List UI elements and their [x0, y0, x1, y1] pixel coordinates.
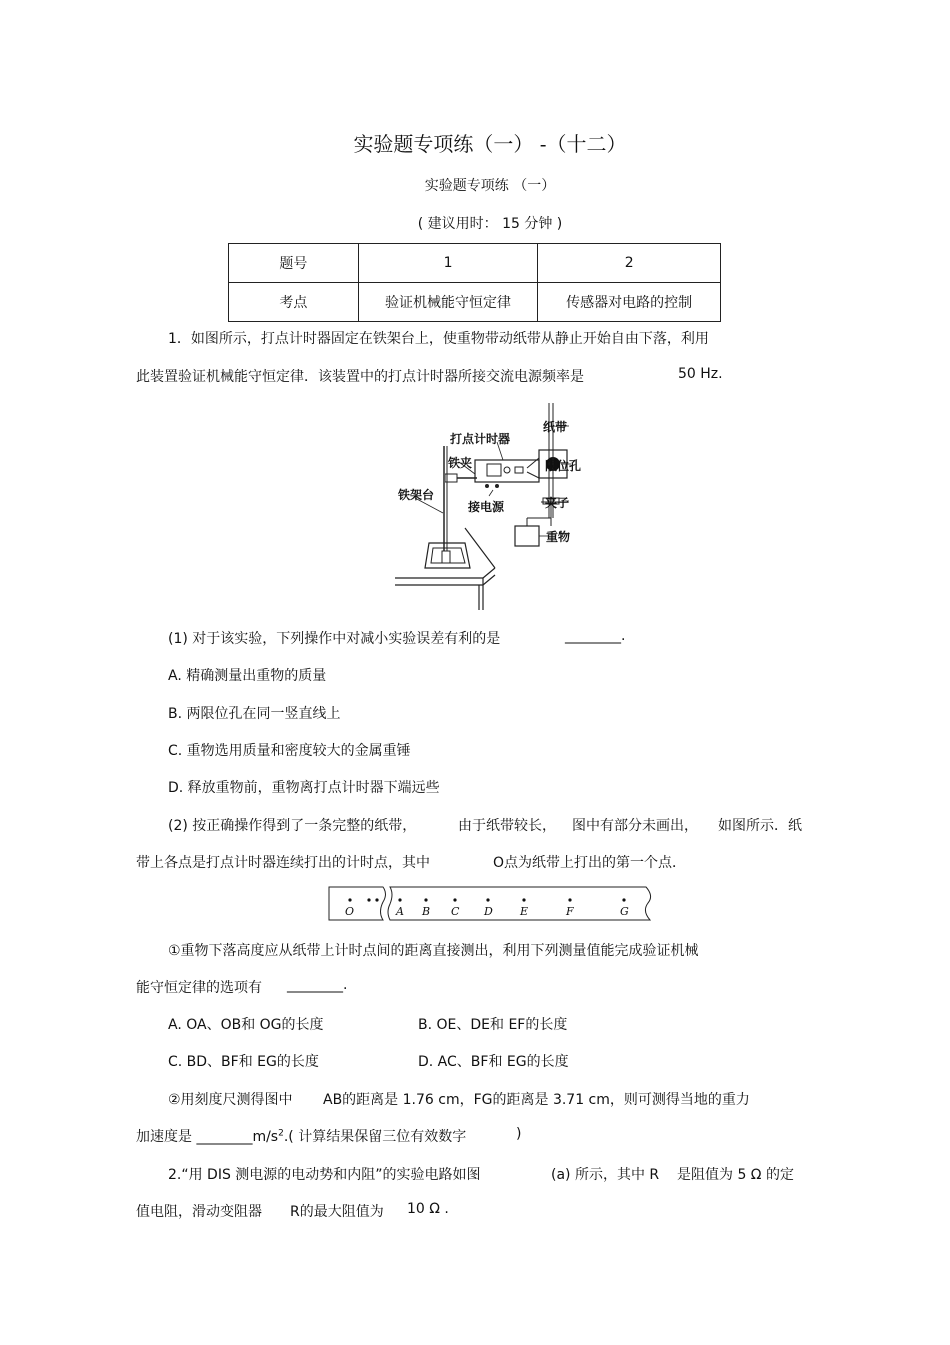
- label-weight: 重物: [546, 530, 571, 544]
- label-power: 接电源: [468, 500, 505, 514]
- q1-sub2-line1a: (2) 按正确操作得到了一条完整的纸带，: [168, 818, 417, 834]
- part2-line2c: ): [516, 1126, 522, 1142]
- part2-line2: [136, 1126, 466, 1146]
- q1-frequency: 50 Hz.: [678, 366, 723, 382]
- option-d: D. 释放重物前，重物离打点计时器下端远些: [168, 780, 440, 796]
- option-a: A. 精确测量出重物的质量: [168, 668, 327, 684]
- unit-exponent: 2: [278, 1128, 284, 1139]
- tape-point-label: C: [451, 905, 460, 918]
- table-row: [229, 283, 721, 322]
- tape-point-label: E: [520, 905, 529, 918]
- part1-line2: 能守恒定律的选项有: [136, 980, 262, 996]
- table-cell: 1: [358, 244, 538, 283]
- tape-point-label: D: [484, 905, 493, 918]
- label-stand: 铁架台: [398, 488, 435, 502]
- tape-point-label: B: [422, 905, 431, 918]
- part1-option-d: D. AC、BF和 EG的长度: [418, 1054, 569, 1070]
- table-cell: 题号: [229, 244, 359, 283]
- q2-line2a: 值电阻，滑动变阻器: [136, 1204, 262, 1220]
- part1-option-c: C. BD、BF和 EG的长度: [168, 1054, 319, 1070]
- q1-intro-line1: 1．如图所示，打点计时器固定在铁架台上，使重物带动纸带从静止开始自由下落，利用: [168, 331, 709, 347]
- paper-tape-figure: [328, 886, 658, 922]
- table-cell: 考点: [229, 283, 359, 322]
- q1-sub2-line2a: 带上各点是打点计时器连续打出的计时点，其中: [136, 855, 430, 871]
- option-c: C. 重物选用质量和密度较大的金属重锤: [168, 743, 411, 759]
- tape-point-label: F: [566, 905, 574, 918]
- q1-intro-line2: 此装置验证机械能守恒定律．该装置中的打点计时器所接交流电源频率是: [136, 369, 584, 385]
- part2-line2a: 加速度是 ________m/s: [136, 1129, 279, 1145]
- tape-point-label: O: [345, 905, 355, 918]
- q2-line1c: 是阻值为 5 Ω 的定: [677, 1167, 794, 1183]
- q1-sub1-stem: (1) 对于该实验，下列操作中对减小实验误差有利的是: [168, 631, 501, 647]
- label-tape: 纸带: [543, 420, 568, 434]
- section-subtitle: 实验题专项练 （一）: [424, 178, 556, 194]
- q1-sub1-blank: ________.: [565, 628, 626, 644]
- q2-line1b: (a) 所示，其中 R: [551, 1167, 660, 1183]
- label-limit-hole: 限位孔: [545, 459, 582, 473]
- part2-line2b: .( 计算结果保留三位有效数字: [283, 1129, 467, 1145]
- q1-sub2-line2b: O点为纸带上打出的第一个点．: [493, 855, 687, 871]
- q1-sub2-line1d: 如图所示．纸: [718, 818, 802, 834]
- topic-table: [228, 243, 721, 322]
- table-cell: 2: [538, 244, 721, 283]
- q2-line2c: 10 Ω .: [407, 1201, 449, 1217]
- q1-sub2-line1c: 图中有部分未画出，: [572, 818, 698, 834]
- page-title: 实验题专项练（一） -（十二）: [353, 132, 627, 156]
- part2-line1b: AB的距离是 1.76 cm，FG的距离是 3.71 cm，则可测得当地的重力: [323, 1092, 750, 1108]
- part1-line1: ①重物下落高度应从纸带上计时点间的距离直接测出，利用下列测量值能完成验证机械: [168, 943, 699, 959]
- table-row: [229, 244, 721, 283]
- tape-point-label: A: [396, 905, 404, 918]
- tape-point-label: G: [620, 905, 629, 918]
- q1-sub2-line1b: 由于纸带较长，: [458, 818, 556, 834]
- label-clip: 夹子: [545, 496, 570, 510]
- part1-option-b: B. OE、DE和 EF的长度: [418, 1017, 568, 1033]
- q2-line1a: 2.“用 DIS 测电源的电动势和内阻”的实验电路如图: [168, 1167, 481, 1183]
- label-timer: 打点计时器: [450, 432, 511, 446]
- suggested-time: ( 建议用时： 15 分钟 ): [417, 216, 563, 232]
- q2-line2b: R的最大阻值为: [290, 1204, 384, 1220]
- label-iron-clamp: 铁夹: [448, 456, 473, 470]
- table-cell: 验证机械能守恒定律: [358, 283, 538, 322]
- part1-option-a: A. OA、OB和 OG的长度: [168, 1017, 324, 1033]
- part2-line1a: ②用刻度尺测得图中: [168, 1092, 293, 1108]
- part1-blank: ________.: [287, 977, 348, 993]
- table-cell: 传感器对电路的控制: [538, 283, 721, 322]
- option-b: B. 两限位孔在同一竖直线上: [168, 706, 341, 722]
